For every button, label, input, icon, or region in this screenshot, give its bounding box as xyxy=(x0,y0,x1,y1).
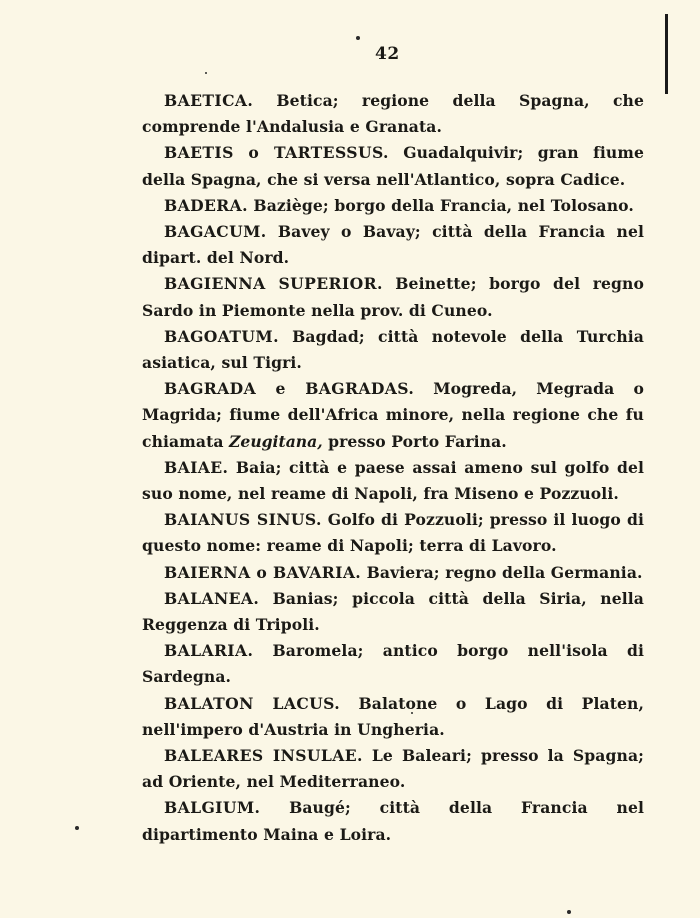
entry-definition: Betica; regione della Spagna, che comprende l'Andalusia e Granata. xyxy=(142,91,645,137)
entry-definition: Baia; città e paese assai ameno sul golfo del suo nome, nel reame di Napoli, fra Miseno e Pozzuoli. xyxy=(142,457,644,504)
entry-definition: Le Baleari; presso la Spagna; ad Oriente, nel Mediterraneo. xyxy=(142,746,645,792)
dictionary-entry xyxy=(142,88,644,140)
dictionary-entry xyxy=(142,271,644,323)
dictionary-entry xyxy=(142,638,644,690)
entry-headword: BALANEA. xyxy=(164,588,260,608)
entry-headword: BAIAE. xyxy=(164,457,229,477)
dictionary-entry xyxy=(142,219,644,271)
entry-definition: Beinette; borgo del regno Sardo in Piemonte nella prov. di Cuneo. xyxy=(142,274,644,320)
dictionary-entry xyxy=(142,455,644,507)
entry-definition: Balatone o Lago di Platen, nell'impero d'Austria in Ungheria. xyxy=(142,693,644,739)
entry-headword: BADERA. xyxy=(164,195,248,215)
dictionary-entries xyxy=(142,88,644,848)
dictionary-entry xyxy=(142,193,644,219)
entry-definition: Bazièg‍e; borgo della Francia, nel Tolosano. xyxy=(253,195,634,215)
entry-definition: Baugé; città della Francia nel dipartimento Maina e Loira. xyxy=(142,798,644,844)
entry-definition: Golfo di Pozzuoli; presso il luogo di questo nome: reame di Napoli; terra di Lavoro. xyxy=(142,510,644,556)
entry-headword: BALARIA. xyxy=(164,641,254,661)
entry-headword: BAGOATUM. xyxy=(164,326,279,346)
ink-speck xyxy=(75,826,79,830)
dictionary-entry xyxy=(142,691,644,743)
entry-definition: Mogreda, Megrada o Magrida; fiume dell'Africa minore, nella regione che fu chiamata xyxy=(142,379,644,451)
dictionary-entry xyxy=(142,376,644,455)
ink-speck xyxy=(356,36,360,40)
entry-definition: Banias; piccola città della Siria, nella Reggenza di Tripoli. xyxy=(142,588,644,635)
dictionary-entry xyxy=(142,507,644,559)
ink-speck xyxy=(567,910,571,914)
entry-definition: Bagdad; città notevole della Turchia asiatica, sul Tigri. xyxy=(142,326,644,373)
dictionary-entry xyxy=(142,795,644,847)
page-number: 42 xyxy=(375,44,400,64)
dictionary-entry xyxy=(142,743,644,795)
entry-headword: BALGIUM. xyxy=(164,798,261,818)
entry-definition: Baromela; antico borgo nell'isola di Sardegna. xyxy=(142,641,644,687)
entry-headword: BAGACUM. xyxy=(164,222,267,242)
entry-headword: BALATON LACUS. xyxy=(164,693,341,713)
entry-headword: BAGRADA e BAGRADAS. xyxy=(164,379,415,399)
entry-definition-tail: presso Porto Farina. xyxy=(328,431,507,451)
dictionary-entry xyxy=(142,140,644,192)
entry-definition: Baviera; regno della Germania. xyxy=(366,562,643,582)
dictionary-entry xyxy=(142,560,644,586)
dictionary-entry xyxy=(142,586,644,638)
entry-headword: BAETIS o TARTESSUS. xyxy=(164,143,389,163)
entry-headword: BAIERNA o BAVARIA. xyxy=(164,562,362,582)
entry-headword: BALEARES INSULAE. xyxy=(164,746,363,766)
entry-definition: Bavey o Bavay; città della Francia nel dipart. del Nord. xyxy=(142,222,644,268)
entry-italic-term: Zeugitana, xyxy=(229,431,323,451)
dictionary-entry xyxy=(142,324,644,376)
entry-headword: BAGIENNA SUPERIOR. xyxy=(164,274,383,294)
entry-definition: Guadalquivir; gran fiume della Spagna, che si versa nell'Atlantico, sopra Cadice. xyxy=(142,143,644,189)
page-edge-line xyxy=(665,14,668,94)
entry-headword: BAIANUS SINUS. xyxy=(164,510,322,530)
entry-headword: BAETICA. xyxy=(164,91,254,110)
ink-speck xyxy=(205,72,207,74)
